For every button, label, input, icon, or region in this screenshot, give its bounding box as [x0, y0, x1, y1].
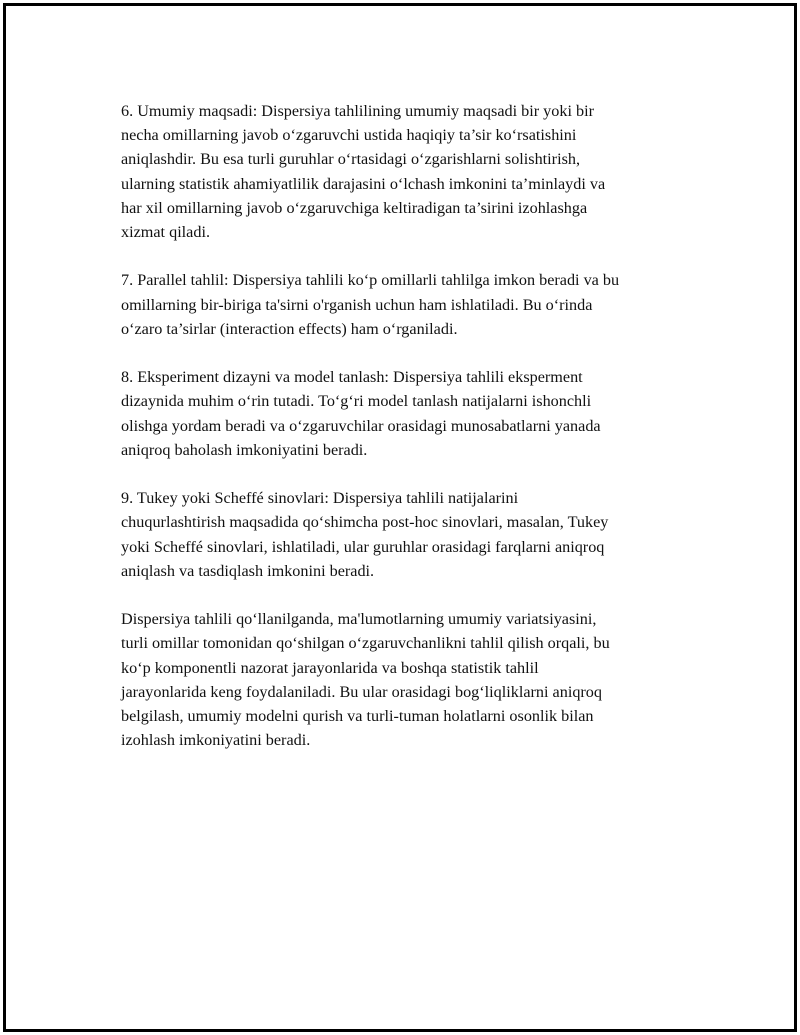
text-line: belgilash, umumiy modelni qurish va turli-tuman holatlarni osonlik bilan: [121, 707, 594, 726]
text-line: 9. Tukey yoki Scheffé sinovlari: Dispersiya tahlili natijalarini: [121, 489, 519, 508]
text-line: ularning statistik ahamiyatlilik darajasini o‘lchash imkonini ta’minlaydi va: [121, 174, 606, 193]
paragraph-6: [121, 99, 701, 244]
page-frame: [3, 3, 797, 1032]
text-line: xizmat qiladi.: [121, 223, 211, 242]
text-line: aniqroq baholash imkoniyatini beradi.: [121, 440, 368, 459]
text-line: yoki Scheffé sinovlari, ishlatiladi, ular guruhlar orasidagi farqlarni aniqroq: [121, 537, 605, 556]
text-line: jarayonlarida keng foydalaniladi. Bu ular orasidagi bog‘liqliklarni aniqroq: [121, 682, 602, 701]
text-line: har xil omillarning javob o‘zgaruvchiga keltiradigan ta’sirini izohlashga: [121, 198, 588, 217]
document-body: [121, 99, 701, 777]
text-line: olishga yordam beradi va o‘zgaruvchilar orasidagi munosabatlarni yanada: [121, 416, 601, 435]
text-line: 6. Umumiy maqsadi: Dispersiya tahlilining umumiy maqsadi bir yoki bir: [121, 102, 594, 120]
text-line: chuqurlashtirish maqsadida qo‘shimcha post-hoc sinovlari, masalan, Tukey: [121, 513, 609, 532]
text-line: aniqlashdir. Bu esa turli guruhlar o‘rtasidagi o‘zgarishlarni solishtirish,: [121, 150, 581, 169]
text-line: turli omillar tomonidan qo‘shilgan o‘zgaruvchanlikni tahlil qilish orqali, bu: [121, 634, 610, 653]
text-line: 8. Eksperiment dizayni va model tanlash: Dispersiya tahlili eksperment: [121, 368, 583, 387]
text-line: aniqlash va tasdiqlash imkonini beradi.: [121, 561, 375, 580]
text-line: 7. Parallel tahlil: Dispersiya tahlili ko‘p omillarli tahlilga imkon beradi va bu: [121, 271, 620, 290]
paragraph-8: [121, 365, 701, 462]
text-line: Dispersiya tahlili qo‘llanilganda, ma'lumotlarning umumiy variatsiyasini,: [121, 610, 597, 629]
text-line: necha omillarning javob o‘zgaruvchi ustida haqiqiy ta’sir ko‘rsatishini: [121, 126, 577, 145]
text-line: dizaynida muhim o‘rin tutadi. To‘g‘ri model tanlash natijalarni ishonchli: [121, 392, 592, 411]
paragraph-7: [121, 268, 701, 341]
text-line: omillarning bir-biriga ta'sirni o'rganish uchun ham ishlatiladi. Bu o‘rinda: [121, 295, 593, 314]
paragraph-summary: [121, 607, 701, 752]
text-line: izohlash imkoniyatini beradi.: [121, 731, 311, 750]
text-line: ko‘p komponentli nazorat jarayonlarida va boshqa statistik tahlil: [121, 658, 539, 677]
paragraph-9: [121, 486, 701, 583]
text-line: o‘zaro ta’sirlar (interaction effects) ham o‘rganiladi.: [121, 319, 458, 338]
